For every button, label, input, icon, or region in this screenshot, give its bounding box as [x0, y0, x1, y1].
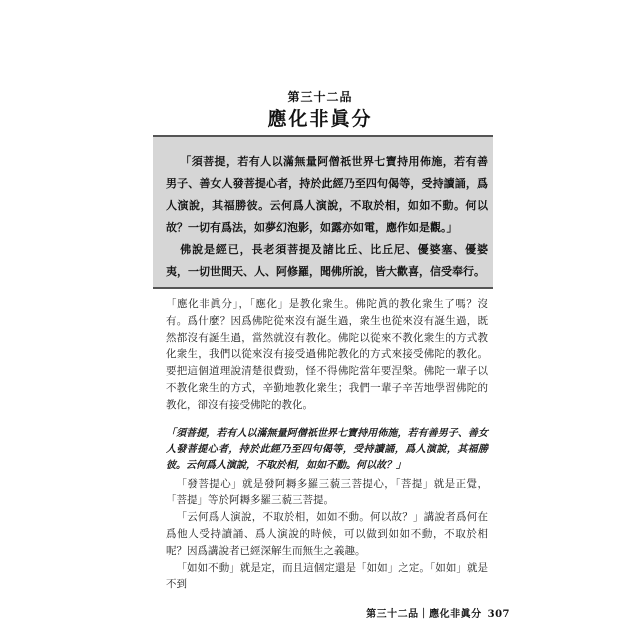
commentary-paragraph: 「應化非眞分」，「應化」是教化衆生。佛陀眞的教化衆生了嗎？沒有。爲什麼？因爲佛陀從來沒有誕生過，衆生也從來沒有誕生過，既然都沒有誕生過，當然就沒有教化。佛陀以從來不教化衆生的方式教化衆生，我們以從來沒有接受過佛陀教化的方式來接受佛陀的教化。要把這個道理說清楚很費勁，怪不得佛陀當年要涅槃。佛陀一輩子以不教化衆生的方式，辛勤地教化衆生；我們一輩子辛苦地學習佛陀的教化，卻沒有接受佛陀的教化。 — [166, 298, 488, 411]
commentary-paragraph: 「發菩提心」就是發阿耨多羅三藐三菩提心，「菩提」就是正覺，「菩提」等於阿耨多羅三藐三菩提。 — [166, 477, 488, 507]
commentary-paragraph: 「云何爲人演說，不取於相，如如不動。何以故？」講說者爲何在爲他人受持讀誦、爲人演說的時候，可以做到如如不動，不取於相呢？因爲講說者已經深解生而無生之義趣。 — [166, 511, 488, 557]
running-head: 第三十二品｜應化非眞分 — [366, 609, 482, 620]
page-footer — [364, 605, 510, 620]
quoted-sutra-passage: 「須菩提，若有人以滿無量阿僧祇世界七寶持用佈施，若有善男子、善女人發菩提心者，持於此經乃至四句偈等，受持讀誦，爲人演說，其福勝彼。云何爲人演說，不取於相，如如不動。何以故？」 — [166, 427, 488, 471]
sutra-paragraph: 佛說是經已，長老須菩提及諸比丘、比丘尼、優婆塞、優婆夷，一切世間天、人、阿修羅，聞佛所說，皆大歡喜，信受奉行。 — [166, 243, 488, 278]
commentary-paragraph: 「如如不動」就是定，而且這個定還是「如如」之定。「如如」就是不到 — [166, 561, 488, 591]
commentary-body — [166, 296, 488, 593]
chapter-number: 第三十二品 — [287, 90, 353, 104]
sutra-paragraph: 「須菩提，若有人以滿無量阿僧祇世界七寶持用佈施，若有善男子、善女人發菩提心者，持於此經乃至四句偈等，受持讀誦，爲人演說，其福勝彼。云何爲人演說，不取於相，如如不動。何以故？一切有爲法，如夢幻泡影，如露亦如電，應作如是觀。」 — [166, 155, 488, 234]
chapter-title: 應化非眞分 — [267, 108, 373, 130]
sutra-quote-text — [166, 151, 488, 283]
page-number: 307 — [487, 609, 510, 620]
